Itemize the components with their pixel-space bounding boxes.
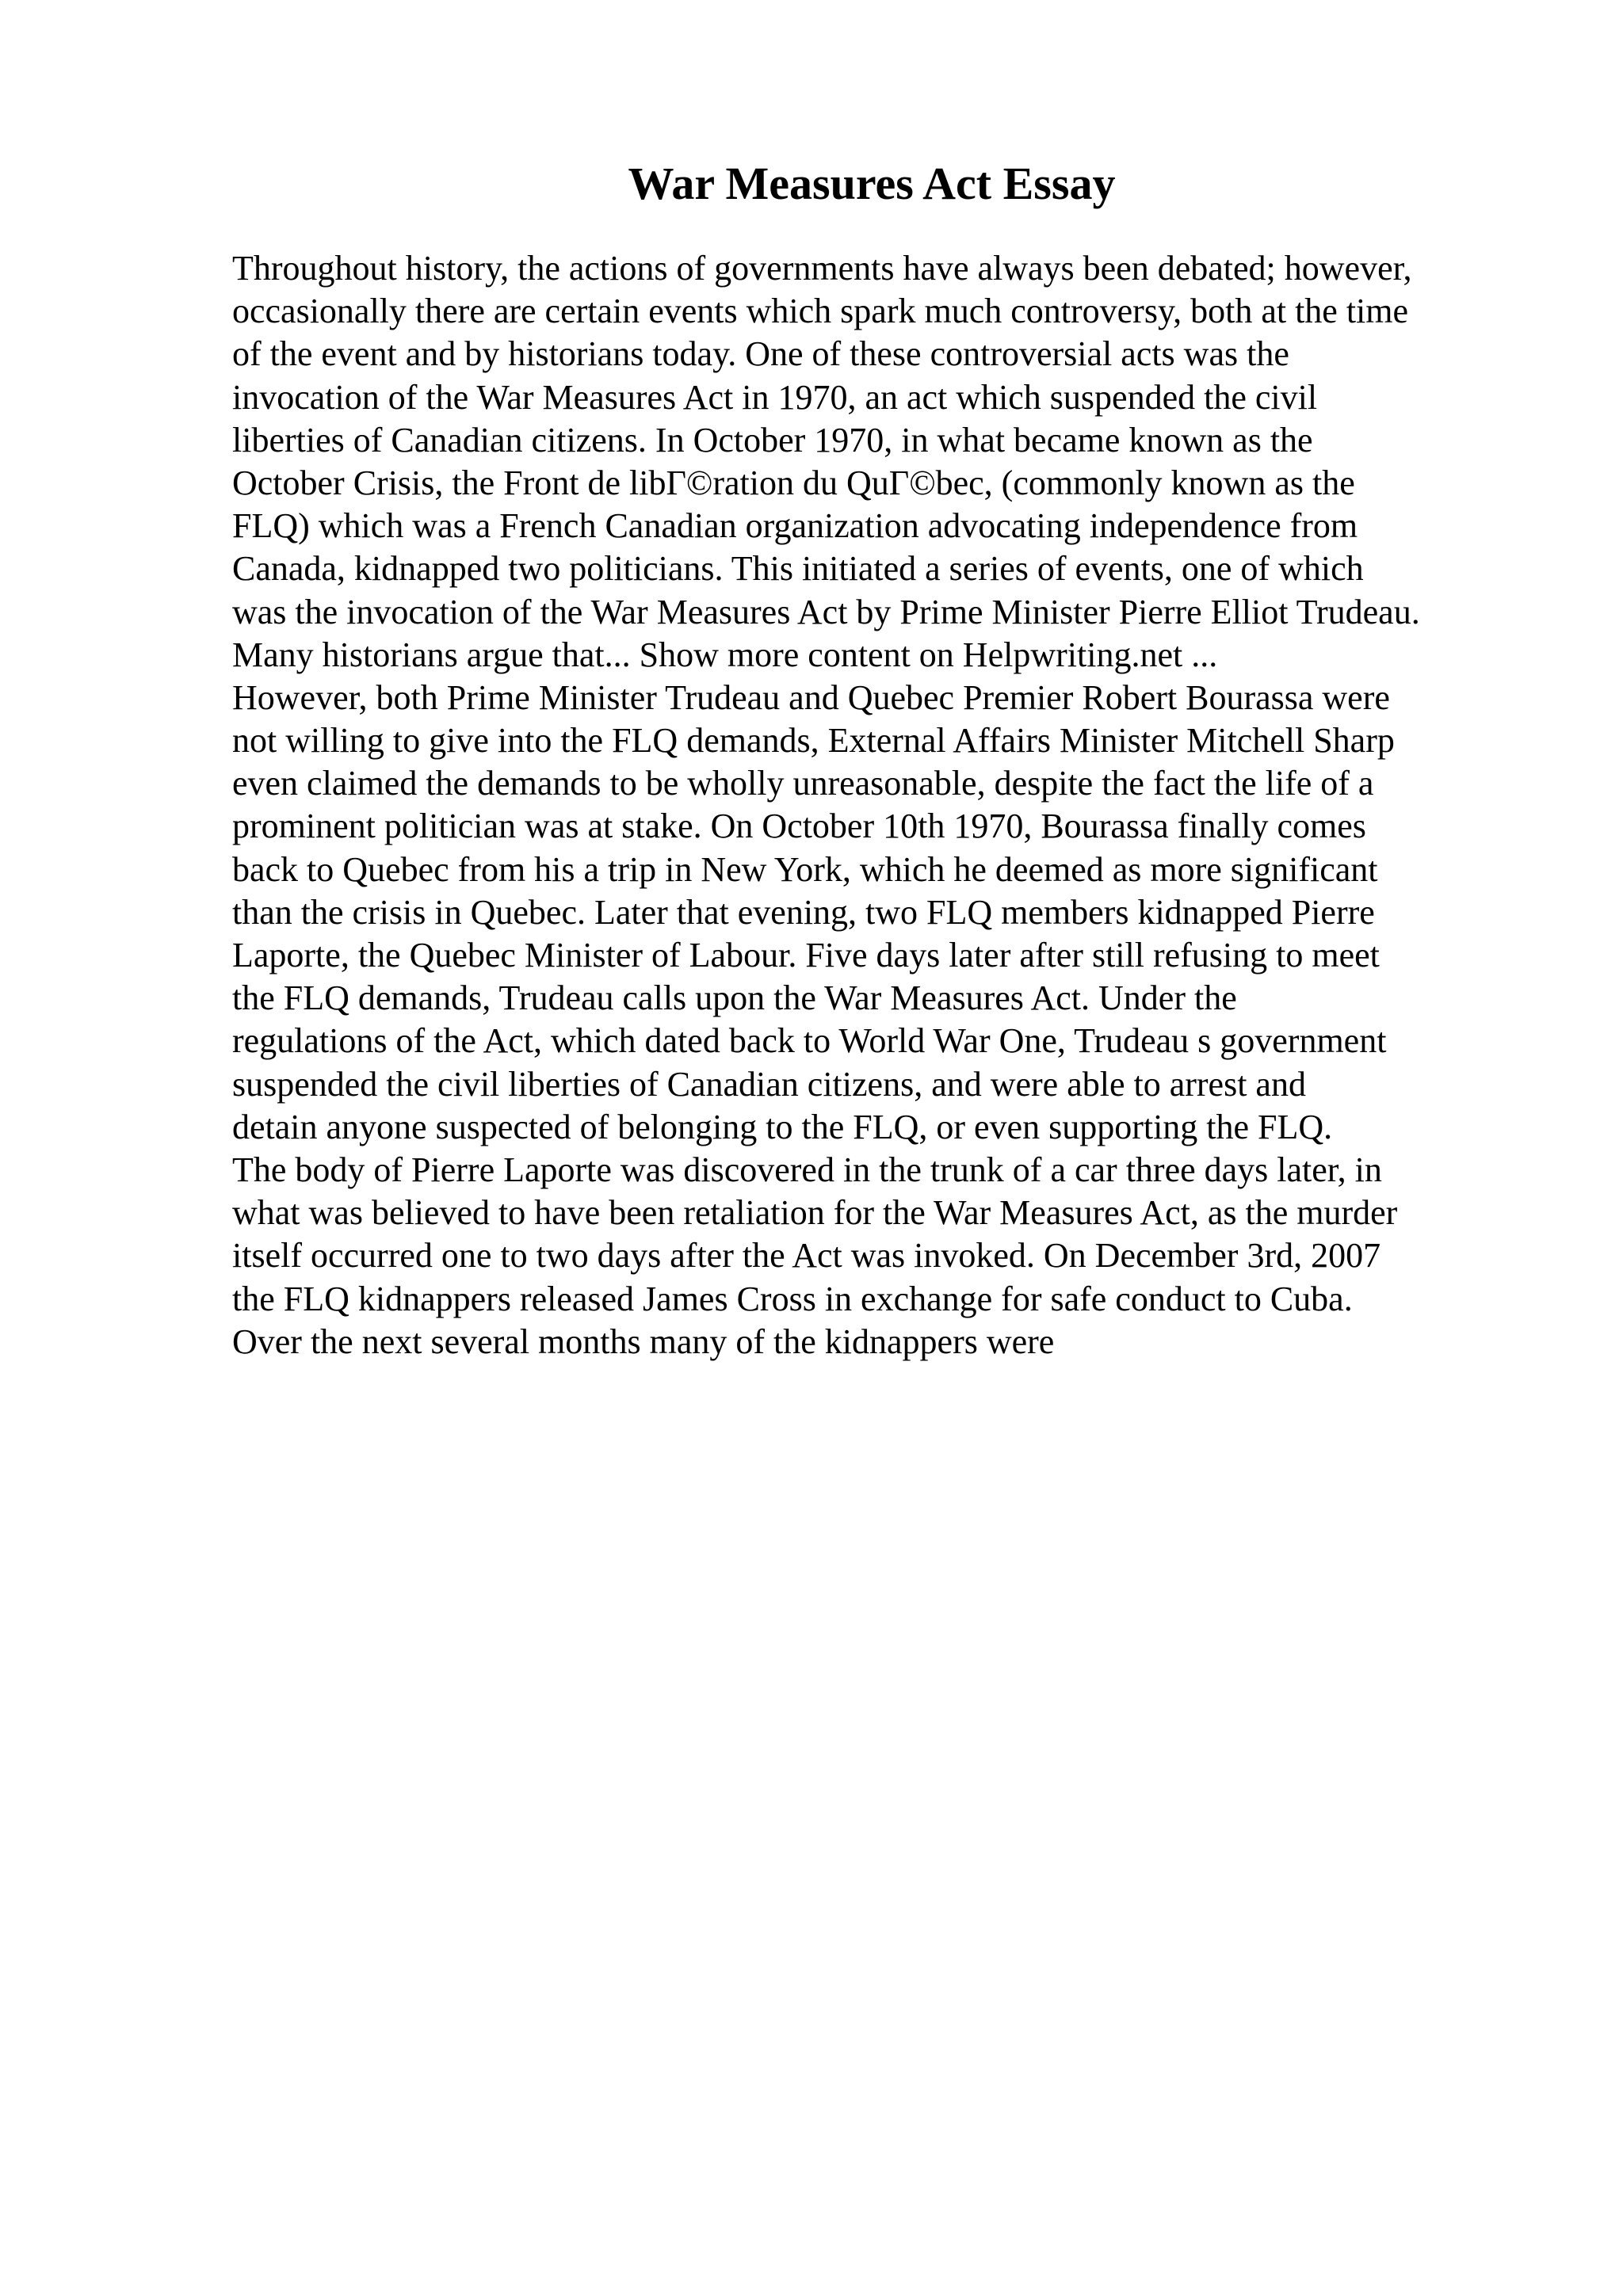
text-line: not willing to give into the FLQ demands, External Affairs Minister Mitchell Sharp — [232, 721, 1395, 761]
text-line: Many historians argue that... Show more content on Helpwriting.net ... — [232, 635, 1218, 674]
text-line: Over the next several months many of the kidnappers were — [232, 1322, 1055, 1361]
text-line: invocation of the War Measures Act in 1970, an act which suspended the civil — [232, 377, 1318, 417]
text-line: prominent politician was at stake. On October 10th 1970, Bourassa finally comes — [232, 807, 1366, 846]
text-line: Canada, kidnapped two politicians. This initiated a series of events, one of which — [232, 549, 1364, 589]
text-line: back to Quebec from his a trip in New York, which he deemed as more significant — [232, 849, 1378, 889]
text-line: what was believed to have been retaliation for the War Measures Act, as the murder — [232, 1193, 1398, 1233]
text-line: itself occurred one to two days after the Act was invoked. On December 3rd, 2007 — [232, 1236, 1381, 1276]
text-line: Laporte, the Quebec Minister of Labour. Five days later after still refusing to meet — [232, 936, 1380, 974]
text-line: Throughout history, the actions of governments have always been debated; however, — [232, 249, 1412, 288]
text-line: regulations of the Act, which dated back to World War One, Trudeau s government — [232, 1021, 1387, 1061]
text-line: occasionally there are certain events which spark much controversy, both at the time — [232, 292, 1409, 331]
text-line: the FLQ demands, Trudeau calls upon the War Measures Act. Under the — [232, 978, 1237, 1018]
text-line: The body of Pierre Laporte was discovered in the trunk of a car three days later, in — [232, 1150, 1382, 1189]
text-line: than the crisis in Quebec. Later that evening, two FLQ members kidnapped Pierre — [232, 892, 1375, 932]
text-line: detain anyone suspected of belonging to the FLQ, or even supporting the FLQ. — [232, 1107, 1333, 1146]
text-line: suspended the civil liberties of Canadian citizens, and were able to arrest and — [232, 1064, 1306, 1104]
text-line: even claimed the demands to be wholly unreasonable, despite the fact the life of a — [232, 764, 1374, 803]
text-line: the FLQ kidnappers released James Cross in exchange for safe conduct to Cuba. — [232, 1279, 1353, 1318]
text-line: FLQ) which was a French Canadian organization advocating independence from — [232, 506, 1358, 546]
text-line: October Crisis, the Front de libΓ©ration du QuΓ©bec, (commonly known as the — [232, 463, 1355, 502]
document-body — [232, 247, 1595, 1363]
text-line: of the event and by historians today. One of these controversial acts was the — [232, 334, 1289, 374]
text-line: However, both Prime Minister Trudeau and Quebec Premier Robert Bourassa were — [232, 677, 1390, 717]
text-line: was the invocation of the War Measures Act by Prime Minister Pierre Elliot Trudeau. — [232, 592, 1420, 631]
document-title: War Measures Act Essay — [628, 158, 1116, 209]
text-line: liberties of Canadian citizens. In October 1970, in what became known as the — [232, 420, 1313, 460]
